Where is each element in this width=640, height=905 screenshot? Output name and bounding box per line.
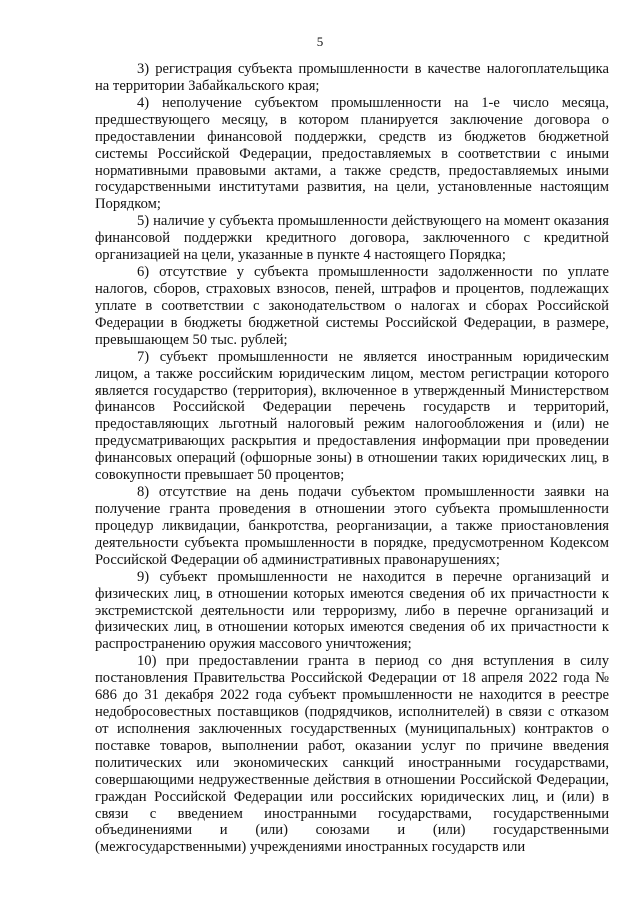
- page-number: 5: [316, 34, 324, 49]
- list-item-10: 10) при предоставлении гранта в период со дня вступления в силу постановления Правительства Российской Федерации от 18 апреля 2022 года № 686 до 31 декабря 2022 года субъект промышленности не находится в реестре недобросовестных поставщиков (подрядчиков, исполнителей) в связи с отказом от исполнения заключенных государственных (муниципальных) контрактов о поставке товаров, выполнении работ, оказании услуг по причине введения политических или экономических санкций иностранными государствами, совершающими недружественные действия в отношении Российской Федерации, граждан Российской Федерации или российских юридических лиц, и (или) в связи с введением иностранными государствами, государственными объединениями и (или) союзами и (или) государственными (межгосударственными) учреждениями иностранных государств или: [95, 653, 609, 856]
- list-item-8: 8) отсутствие на день подачи субъектом промышленности заявки на получение гранта проведения в отношении этого субъекта промышленности процедур ликвидации, банкротства, реорганизации, а также приостановления деятельности субъекта промышленности в порядке, предусмотренном Кодексом Российской Федерации об административных правонарушениях;: [95, 484, 609, 568]
- list-item-5: 5) наличие у субъекта промышленности действующего на момент оказания финансовой поддержки кредитного договора, заключенного с кредитной организацией на цели, указанные в пункте 4 настоящего Порядка;: [95, 213, 609, 264]
- list-item-7: 7) субъект промышленности не является иностранным юридическим лицом, а также российским юридическим лицом, местом регистрации которого является государство (территория), включенное в утвержденный Министерством финансов Российской Федерации перечень государств и территорий, предоставляющих льготный налоговый режим налогообложения и (или) не предусматривающих раскрытия и предоставления информации при проведении финансовых операций (офшорные зоны) в отношении таких юридических лиц, в совокупности превышает 50 процентов;: [95, 348, 609, 484]
- document-body: [95, 61, 609, 856]
- list-item-4: 4) неполучение субъектом промышленности на 1-е число месяца, предшествующего месяцу, в котором планируется заключение договора о предоставлении финансовой поддержки, средств из бюджетов бюджетной системы Российской Федерации, предоставляемых в соответствии с иными нормативными правовыми актами, а также средств, предоставляемых иными государственными институтами развития, на цели, установленные настоящим Порядком;: [95, 94, 609, 213]
- list-item-9: 9) субъект промышленности не находится в перечне организаций и физических лиц, в отношении которых имеются сведения об их причастности к экстремистской деятельности или терроризму, либо в перечне организаций и физических лиц, в отношении которых имеются сведения об их причастности к распространению оружия массового уничтожения;: [95, 568, 609, 653]
- list-item-3: 3) регистрация субъекта промышленности в качестве налогоплательщика на территории Забайкальского края;: [95, 61, 609, 94]
- list-item-6: 6) отсутствие у субъекта промышленности задолженности по уплате налогов, сборов, страховых взносов, пеней, штрафов и процентов, подлежащих уплате в соответствии с законодательством о налогах и сборах Российской Федерации в бюджеты бюджетной системы Российской Федерации, в размере, превышающем 50 тыс. рублей;: [95, 264, 609, 348]
